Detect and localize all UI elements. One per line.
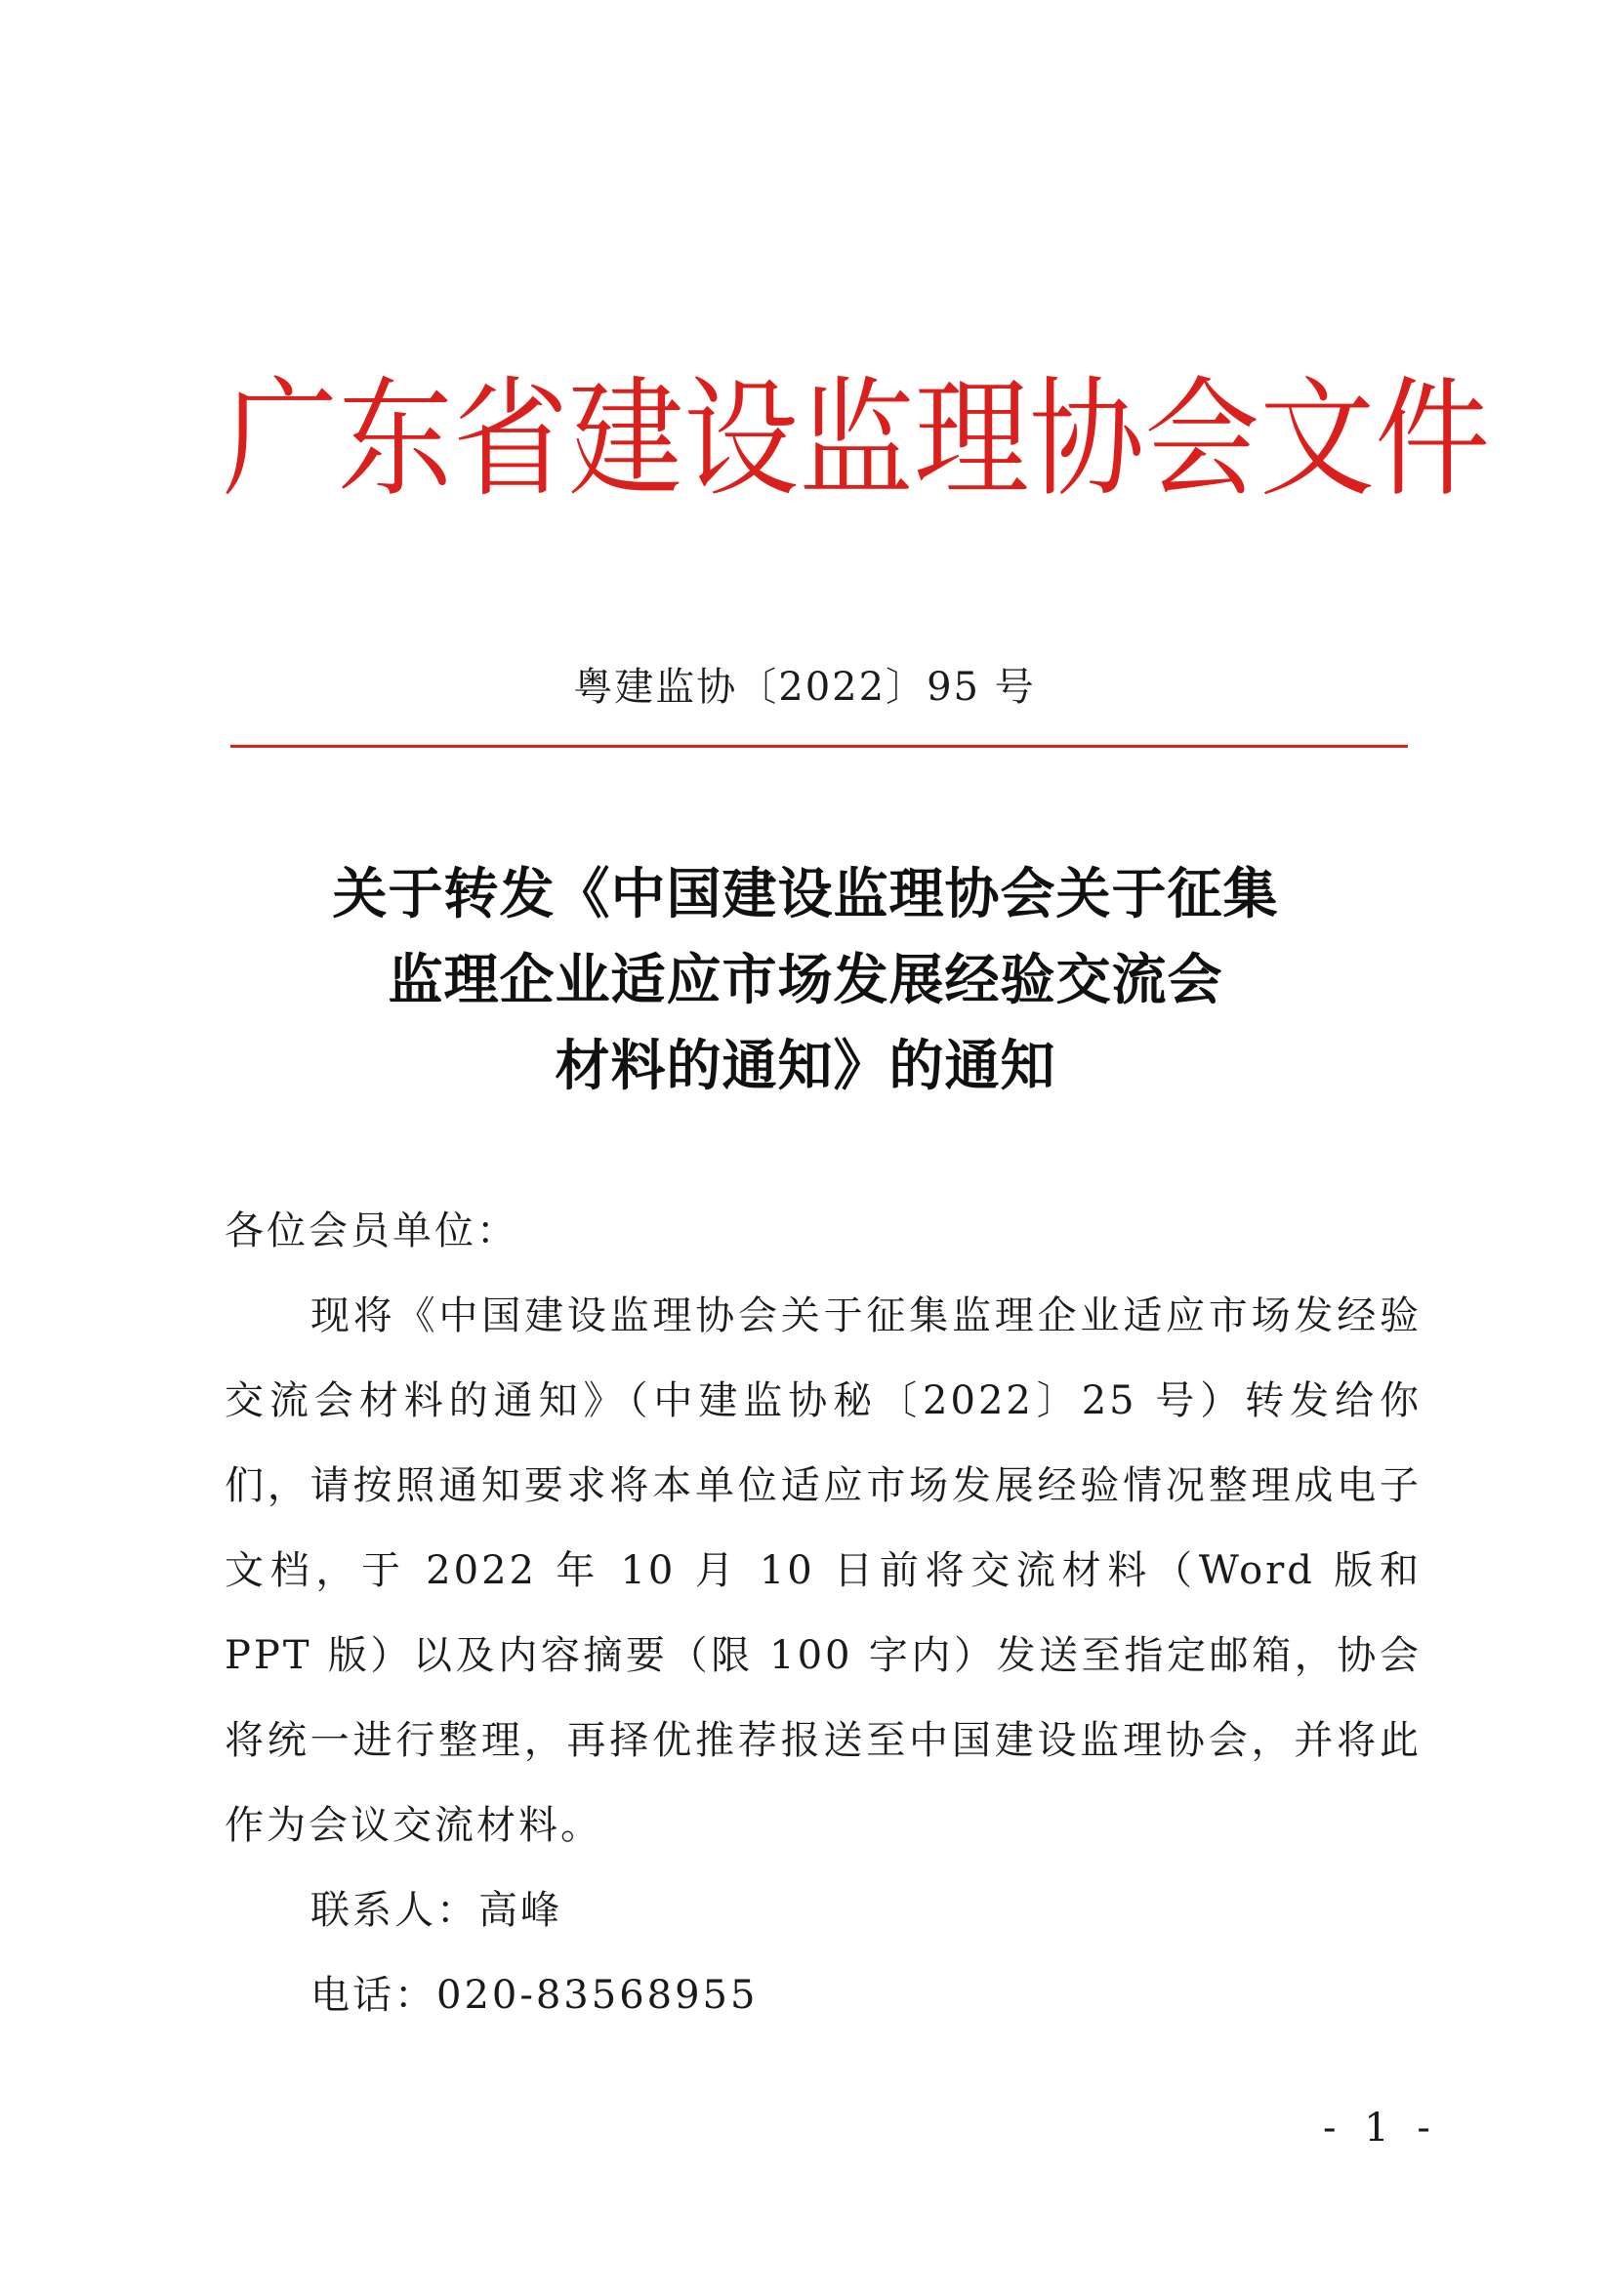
title-line: 监理企业适应市场发展经验交流会 — [388, 948, 1223, 1012]
salutation: 各位会员单位： — [225, 1209, 518, 1253]
title-line: 关于转发《中国建设监理协会关于征集 — [332, 862, 1279, 926]
page-number: - 1 - — [1323, 2106, 1438, 2151]
notice-title — [195, 851, 1416, 1109]
masthead-char: 广 — [223, 363, 339, 514]
masthead-char: 监 — [799, 363, 915, 514]
masthead-char: 文 — [1259, 363, 1376, 514]
masthead-char: 省 — [453, 363, 569, 514]
red-divider — [230, 745, 1408, 748]
masthead-char: 设 — [683, 363, 800, 514]
body-paragraph: 现将《中国建设监理协会关于征集监理企业适应市场发经验交流会材料的通知》（中建监协秘〔2022〕25 号）转发给你们，请按照通知要求将本单位适应市场发展经验情况整理成电子文档，于 2022 年 10 月 10 日前将交流材料（Word 版和 PPT 版）以及内容摘要（限 100 字内）发送至指定邮箱，协会将统一进行整理，再择优推荐报送至中国建设监理协会，并将此作为会议交流材料。 — [225, 1293, 1422, 1848]
masthead-char: 东 — [338, 363, 454, 514]
title-line: 材料的通知》的通知 — [555, 1034, 1056, 1098]
masthead-char: 建 — [568, 363, 684, 514]
masthead-title — [223, 351, 1491, 526]
contact-person: 联系人：高峰 — [310, 1888, 562, 1933]
contact-phone: 电话：020-83568955 — [310, 1973, 759, 2018]
body-text — [225, 1189, 1422, 2038]
masthead-char: 协 — [1029, 363, 1145, 514]
document-number: 粤建监协〔2022〕95 号 — [573, 665, 1036, 710]
masthead-char: 理 — [914, 363, 1030, 514]
masthead-char: 会 — [1144, 363, 1260, 514]
masthead-char: 件 — [1375, 363, 1491, 514]
